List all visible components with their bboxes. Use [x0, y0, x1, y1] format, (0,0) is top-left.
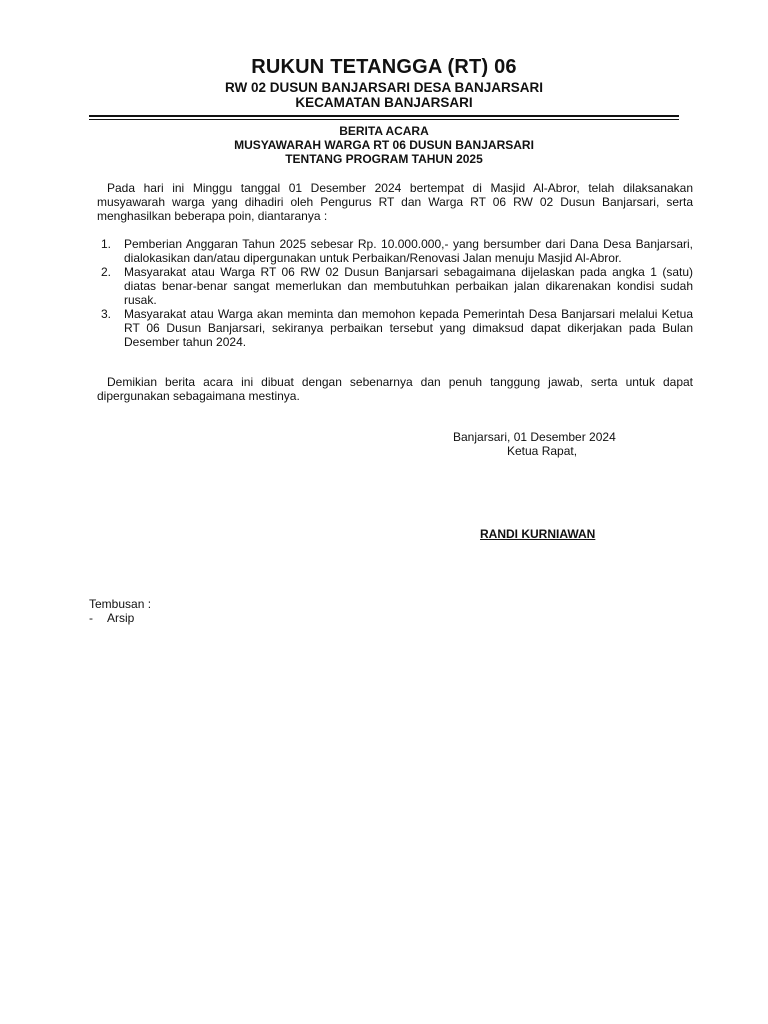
list-item-text: Masyarakat atau Warga akan meminta dan memohon kepada Pemerintah Desa Banjarsari melalui Ketua RT 06 Dusun Banjarsari, sekiranya perbaikan tersebut yang dimaksud dapat dikerjakan pada Bulan Desember tahun 2024.	[124, 307, 693, 349]
document-topic: TENTANG PROGRAM TAHUN 2025	[285, 152, 483, 166]
carbon-copy-dash: -	[89, 611, 93, 625]
list-item-text: Masyarakat atau Warga RT 06 RW 02 Dusun Banjarsari sebagaimana dijelaskan pada angka 1 (satu) diatas benar-benar sangat memerlukan dan membutuhkan perbaikan jalan dikarenakan kondisi sudah rusak.	[124, 265, 693, 307]
letterhead-divider-thick	[89, 115, 679, 117]
signature-role: Ketua Rapat,	[507, 444, 578, 458]
carbon-copy-label: Tembusan :	[89, 597, 152, 611]
list-item-number: 2.	[101, 265, 112, 279]
opening-paragraph: Pada hari ini Minggu tanggal 01 Desember 2024 bertempat di Masjid Al-Abror, telah dilaksanakan musyawarah warga yang dihadiri oleh Pengurus RT dan Warga RT 06 RW 02 Dusun Banjarsari, serta menghasilkan beberapa poin, diantaranya :	[97, 181, 693, 223]
list-item	[97, 265, 693, 307]
letterhead-divider-thin	[89, 119, 679, 120]
signature-place-date: Banjarsari, 01 Desember 2024	[453, 430, 616, 444]
document-subject: MUSYAWARAH WARGA RT 06 DUSUN BANJARSARI	[234, 138, 534, 152]
signatory-name: RANDI KURNIAWAN	[480, 527, 596, 541]
carbon-copy-text: Arsip	[107, 611, 135, 625]
list-item-text: Pemberian Anggaran Tahun 2025 sebesar Rp. 10.000.000,- yang bersumber dari Dana Desa Banjarsari, dialokasikan dan/atau dipergunakan untuk Perbaikan/Renovasi Jalan menuju Masjid Al-Abror.	[124, 237, 693, 265]
list-item	[97, 307, 693, 349]
letterhead-subtitle: RW 02 DUSUN BANJARSARI DESA BANJARSARI	[224, 80, 544, 95]
document-type: BERITA ACARA	[339, 124, 429, 138]
list-item	[97, 237, 693, 265]
points-list	[97, 237, 693, 349]
closing-paragraph: Demikian berita acara ini dibuat dengan sebenarnya dan penuh tanggung jawab, serta untuk dapat dipergunakan sebagaimana mestinya.	[97, 375, 693, 403]
letterhead-district: KECAMATAN BANJARSARI	[295, 95, 473, 110]
letterhead-title: RUKUN TETANGGA (RT) 06	[251, 56, 517, 78]
carbon-copy-item	[89, 611, 134, 626]
list-item-number: 1.	[101, 237, 112, 251]
list-item-number: 3.	[101, 307, 112, 321]
